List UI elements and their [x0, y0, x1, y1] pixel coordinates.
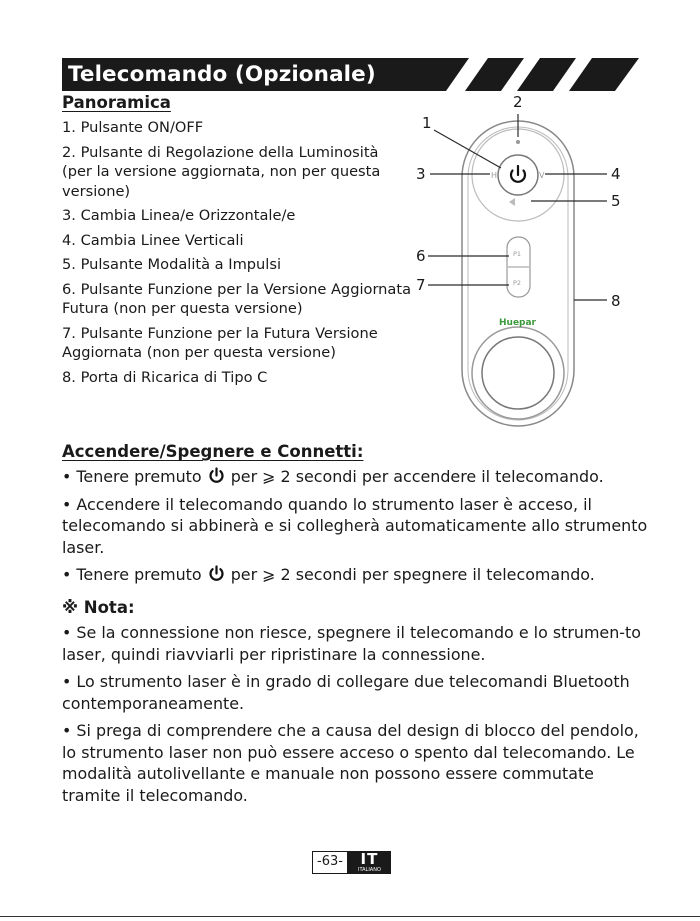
list-item: 1. Pulsante ON/OFF: [62, 119, 204, 136]
callout-number-1: 1: [422, 114, 432, 132]
text-span: • Tenere premuto: [62, 467, 207, 486]
page-footer: [312, 851, 391, 874]
callout-number-2: 2: [513, 93, 523, 111]
page-number: -63-: [312, 851, 348, 874]
connect-paragraph-2: • Accendere il telecomando quando lo strumento laser è acceso, il telecomando si abbinerà e si collegherà automaticamente allo strumento laser.: [62, 494, 648, 557]
text-span: per ⩾ 2 secondi per accendere il telecomando.: [225, 467, 604, 486]
note-heading: ※ Nota:: [62, 598, 135, 617]
p1-button-label: P1: [513, 250, 522, 258]
connect-paragraph-1: [62, 466, 652, 488]
callout-number-5: 5: [611, 192, 621, 210]
text-span: • Tenere premuto: [62, 565, 207, 584]
text-span: per ⩾ 2 secondi per spegnere il telecomando.: [225, 565, 595, 584]
overview-heading: Panoramica: [62, 93, 171, 112]
list-item: 8. Porta di Ricarica di Tipo C: [62, 368, 268, 386]
power-icon: [208, 467, 225, 484]
remote-control-diagram: [405, 90, 640, 435]
connect-paragraph-3: [62, 564, 652, 586]
note-paragraph: • Si prega di comprendere che a causa del design di blocco del pendolo, lo strumento laser non può essere acceso o spento dal telecomando. Le modalità autolivellante e manuale non possono essere commutate tramite il telecomando.: [62, 721, 639, 805]
list-item: 2. Pulsante di Regolazione della Luminosità (per la versione aggiornata, non per questa versione): [62, 143, 381, 200]
note-section: [62, 622, 652, 812]
title-banner: [62, 58, 639, 91]
power-icon: [208, 565, 225, 582]
callout-number-6: 6: [416, 247, 426, 265]
bottom-wheel: [472, 327, 564, 419]
language-name: ITALIANO: [357, 867, 381, 873]
overview-list: [62, 118, 412, 392]
v-button-label: V: [539, 171, 545, 180]
list-item: 6. Pulsante Funzione per la Versione Aggiornata Futura (non per questa versione): [62, 280, 412, 317]
note-paragraph: • Lo strumento laser è in grado di collegare due telecomandi Bluetooth contemporaneamente.: [62, 672, 630, 713]
h-button-label: H: [491, 171, 498, 180]
brand-logo: Huepar: [499, 318, 536, 328]
bottom-wheel-inner: [482, 337, 554, 409]
language-code: IT: [360, 850, 379, 868]
connect-heading: Accendere/Spegnere e Connetti:: [62, 442, 364, 461]
note-paragraph: • Se la connessione non riesce, spegnere il telecomando e lo strumen-to laser, quindi riavviarli per ripristinare la connessione.: [62, 623, 641, 664]
pulse-icon: [509, 198, 515, 206]
connect-section: [62, 466, 652, 592]
p2-button-label: P2: [513, 279, 522, 287]
callout-number-3: 3: [416, 165, 426, 183]
callout-number-7: 7: [416, 276, 426, 294]
callout-number-8: 8: [611, 292, 621, 310]
bottom-rule: [0, 916, 700, 917]
callout-line-1: [434, 130, 501, 168]
language-badge: [348, 851, 391, 874]
list-item: 4. Cambia Linee Verticali: [62, 231, 244, 249]
list-item: 3. Cambia Linea/e Orizzontale/e: [62, 207, 296, 224]
list-item: 5. Pulsante Modalità a Impulsi: [62, 256, 282, 273]
page-title: Telecomando (Opzionale): [68, 62, 376, 87]
brightness-icon: [516, 140, 520, 144]
list-item: 7. Pulsante Funzione per la Futura Versione Aggiornata (non per questa versione): [62, 324, 378, 361]
callout-number-4: 4: [611, 165, 621, 183]
power-icon: [511, 166, 525, 182]
